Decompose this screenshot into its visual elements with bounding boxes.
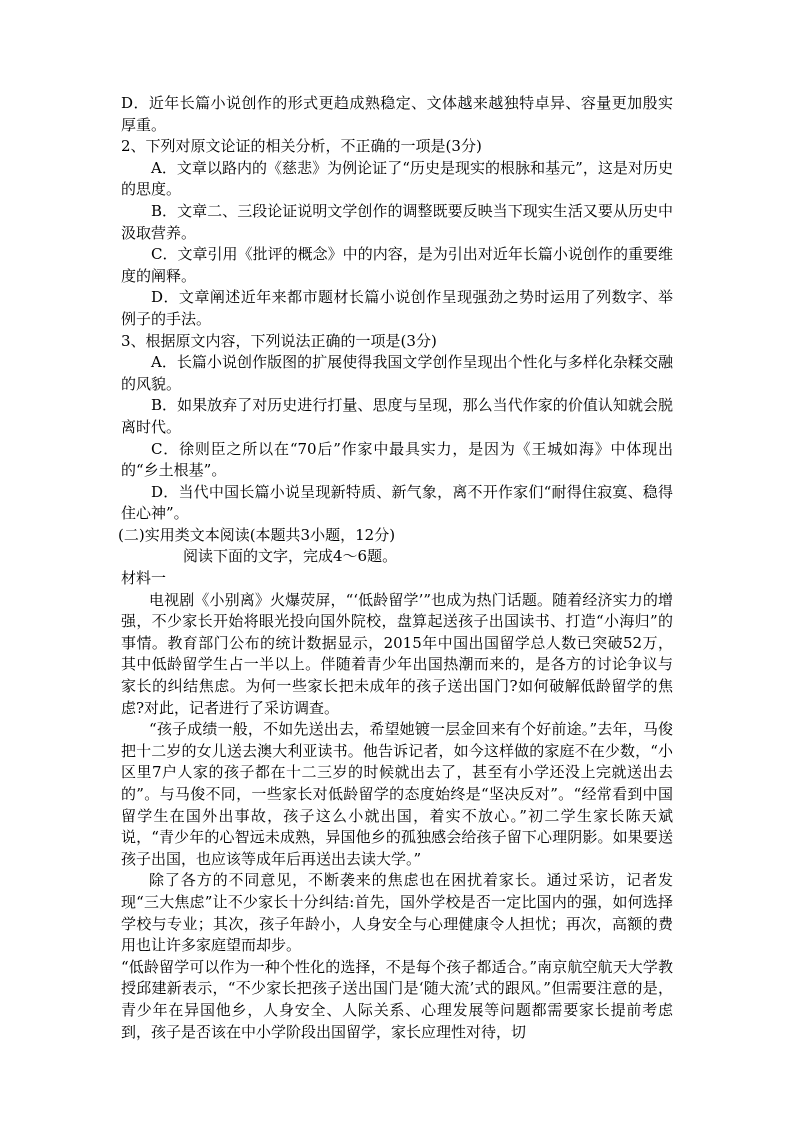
material-paragraph: 电视剧《小别离》火爆荧屏，“‘低龄留学’”也成为热门话题。随着经济实力的增强，不少家长开始将眼光投向国外院校，盘算起送孩子出国读书、打造“小海归”的事情。教育部门公布的统计数据显示，2015年中国出国留学总人数已突破52万，其中低龄留学生占一半以上。伴随着青少年出国热潮而来的，是各方的讨论争议与家长的纠结焦虑。为何一些家长把未成年的孩子送出国门?如何破解低龄留学的焦虑?对此，记者进行了采访调查。: [121, 590, 673, 717]
question-2-option-c: C．文章引用《批评的概念》中的内容，是为引出对近年长篇小说创作的重要维度的阐释。: [121, 245, 673, 285]
question-3-stem: 3、根据原文内容，下列说法正确的一项是(3分): [121, 331, 437, 350]
question-3-option-c: C．徐则臣之所以在“70后”作家中最具实力，是因为《王城如海》中体现出的“乡土根基”。: [121, 439, 673, 480]
material-label: 材料一: [121, 569, 167, 588]
question-2-stem: 2、下列对原文论证的相关分析，不正确的一项是(3分): [121, 137, 482, 156]
question-3-option-b: B．如果放弃了对历史进行打量、思度与呈现，那么当代作家的价值认知就会脱离时代。: [121, 396, 673, 436]
question-2-option-b: B．文章二、三段论证说明文学创作的调整既要反映当下现实生活又要从历史中汲取营养。: [121, 201, 673, 242]
question-2-option-a: A．文章以路内的《慈悲》为例论证了“历史是现实的根脉和基元”，这是对历史的思度。: [121, 158, 673, 199]
question-2-option-d: D．文章阐述近年来都市题材长篇小说创作呈现强劲之势时运用了列数字、举例子的手法。: [121, 288, 673, 328]
material-paragraph: “孩子成绩一般，不如先送出去，希望她镀一层金回来有个好前途。”去年，马俊把十二岁的女儿送去澳大利亚读书。他告诉记者，如今这样做的家庭不在少数，“小区里7户人家的孩子都在十二三岁的时候就出去了，甚至有小学还没上完就送出去的”。与马俊不同，一些家长对低龄留学的态度始终是“坚决反对”。“经常看到中国留学生在国外出事故，孩子这么小就出国，着实不放心。”初二学生家长陈天斌说，“青少年的心智远未成熟，异国他乡的孤独感会给孩子留下心理阴影。如果要送孩子出国，也应该等成年后再送出去读大学。”: [121, 720, 673, 868]
material-paragraph: 除了各方的不同意见，不断袭来的焦虑也在困扰着家长。通过采访，记者发现“三大焦虑”让不少家长十分纠结:首先，国外学校是否一定比国内的强，如何选择学校与专业；其次，孩子年龄小，人身安全与心理健康令人担忧；再次，高额的费用也让许多家庭望而却步。: [121, 871, 673, 955]
reading-instruction: 阅读下面的文字，完成4～6题。: [183, 547, 398, 566]
answer-option-d-q1: D．近年长篇小说创作的形式更趋成熟稳定、文体越来越独特卓异、容量更加殷实厚重。: [121, 94, 673, 134]
question-3-option-d: D．当代中国长篇小说呈现新特质、新气象，离不开作家们“耐得住寂寞、稳得住心神”。: [121, 482, 673, 523]
section-heading: (二)实用类文本阅读(本题共3小题，12分): [118, 525, 396, 544]
question-3-option-a: A．长篇小说创作版图的扩展使得我国文学创作呈现出个性化与多样化杂糅交融的风貌。: [121, 353, 673, 393]
document-body: [118, 93, 673, 1043]
material-paragraph: “低龄留学可以作为一种个性化的选择，不是每个孩子都适合。”南京航空航天大学教授邱建新表示，“不少家长把孩子送出国门是‘随大流’式的跟风。”但需要注意的是，青少年在异国他乡，人身安全、人际关系、心理发展等问题都需要家长提前考虑到，孩子是否该在中小学阶段出国留学，家长应理性对待，切: [121, 957, 673, 1041]
